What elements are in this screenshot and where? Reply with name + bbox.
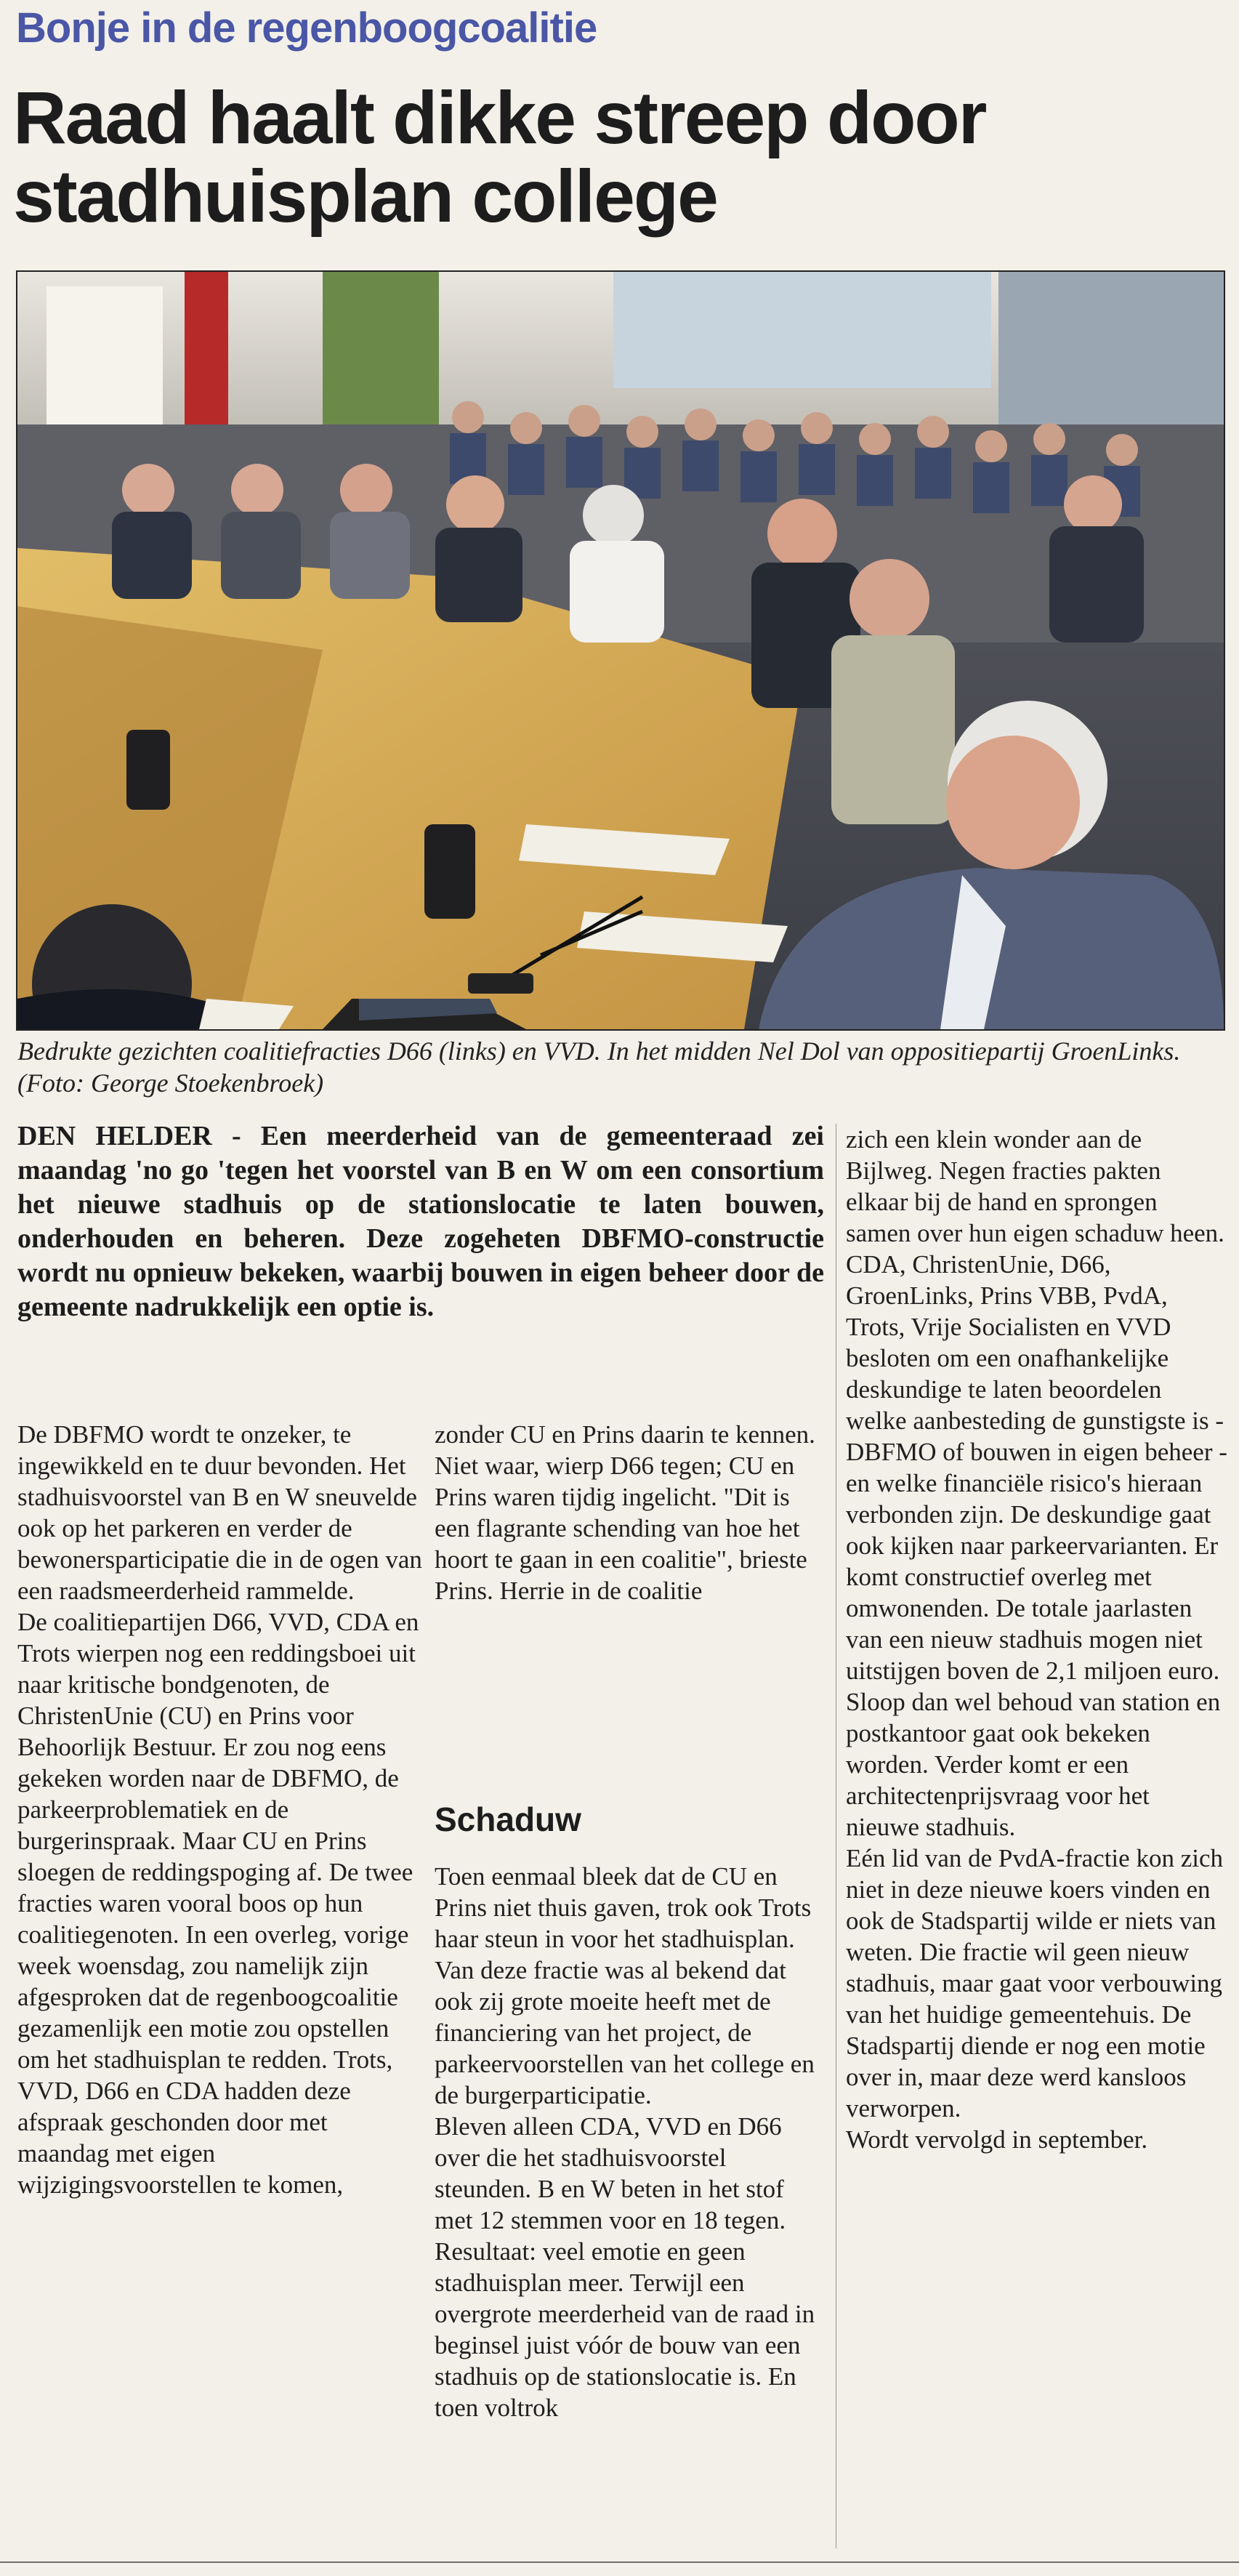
column-3 (846, 1124, 1227, 2155)
council-meeting-photo (16, 270, 1225, 1031)
paragraph: CDA, ChristenUnie, D66, GroenLinks, Prins VBB, PvdA, Trots, Vrije Socialisten en VVD besloten om een onafhankelijke deskundige te laten beoordelen welke aanbesteding de gunstigste is - DBFMO of bouwen in eigen beheer - en welke financiële risico's hieraan verbonden zijn. De deskundige gaat ook kijken naar parkeervarianten. Er komt constructief overleg met omwonenden. De totale jaarlasten van een nieuw stadhuis mogen niet uitstijgen boven de 2,1 miljoen euro. Sloop dan wel behoud van station en postkantoor gaat ook bekeken worden. Verder komt er een architectenprijsvraag voor het nieuwe stadhuis. (846, 1250, 1227, 1841)
paragraph: Eén lid van de PvdA-fractie kon zich niet in deze nieuwe koers vinden en ook de Stadspartij wilde er niets van weten. Die fractie wil geen nieuw stadhuis, maar gaat voor verbouwing van het huidige gemeentehuis. De Stadspartij diende er nog een motie over in, maar deze werd kansloos verworpen. (846, 1844, 1223, 2122)
article-lead: DEN HELDER - Een meerderheid van de gemeenteraad zei maandag 'no go 'tegen het voorstel van B en W om een consortium het nieuwe stadhuis op de stationslocatie te laten bouwen, onderhouden en beheren. Deze zogeheten DBFMO-constructie wordt nu opnieuw bekeken, waarbij bouwen in eigen beheer door de gemeente nadrukkelijk een optie is. (17, 1121, 824, 1322)
paragraph: De coalitiepartijen D66, VVD, CDA en Trots wierpen nog een reddingsboei uit naar kritische bondgenoten, de ChristenUnie (CU) en Prins voor Behoorlijk Bestuur. Er zou nog eens gekeken worden naar de DBFMO, de parkeerproblematiek en de burgerinspraak. Maar CU en Prins sloegen de reddingspoging af. De twee fracties waren vooral boos op hun coalitiegenoten. In een overleg, vorige week woensdag, zou namelijk zijn afgesproken dat de regenboogcoalitie gezamenlijk een motie zou opstellen om het stadhuisplan te redden. Trots, VVD, D66 en CDA hadden deze afspraak geschonden door met maandag met eigen wijzigingsvoorstellen te komen, (17, 1608, 419, 2199)
subheading: Schaduw (435, 1800, 581, 1838)
article-headline: Raad haalt dikke streep door stadhuisplan college (13, 76, 986, 238)
column-2-bottom (435, 1861, 823, 2423)
column-1 (17, 1419, 424, 2200)
paragraph: De DBFMO wordt te onzeker, te ingewikkeld en te duur bevonden. Het stadhuisvoorstel van B en W sneuvelde ook op het parkeren en verder de bewonersparticipatie die in de ogen van een raadsmeerderheid rammelde. (17, 1420, 422, 1605)
photo-illustration (17, 272, 1224, 1029)
paragraph: Wordt vervolgd in september. (846, 2125, 1148, 2154)
article-kicker: Bonje in de regenboogcoalitie (16, 4, 597, 52)
paragraph: zich een klein wonder aan de Bijlweg. Negen fracties pakten elkaar bij de hand en sprongen samen over hun eigen schaduw heen. (846, 1125, 1224, 1247)
page-bottom-rule (0, 2561, 1239, 2563)
paragraph: Toen eenmaal bleek dat de CU en Prins niet thuis gaven, trok ook Trots haar steun in voor het stadhuisplan. Van deze fractie was al bekend dat ook zij grote moeite heeft met de financiering van het project, de parkeervoorstellen van het college en de burgerparticipatie. (435, 1862, 815, 2109)
photo-caption: Bedrukte gezichten coalitiefracties D66 (links) en VVD. In het midden Nel Dol van oppositiepartij GroenLinks. (Foto: George Stoekenbroek) (17, 1037, 1181, 1098)
paragraph: zonder CU en Prins daarin te kennen. Niet waar, wierp D66 tegen; CU en Prins waren tijdig ingelicht. "Dit is een flagrante schending van hoe het hoort te gaan in een coalitie", brieste Prins. Herrie in de coalitie (435, 1420, 815, 1605)
paragraph: Bleven alleen CDA, VVD en D66 over die het stadhuisvoorstel steunden. B en W beten in het stof met 12 stemmen voor en 18 tegen. Resultaat: veel emotie en geen stadhuisplan meer. Terwijl een overgrote meerderheid van de raad in beginsel juist vóór de bouw van een stadhuis op de stationslocatie is. En toen voltrok (435, 2112, 815, 2422)
column-2-top (435, 1419, 823, 1606)
